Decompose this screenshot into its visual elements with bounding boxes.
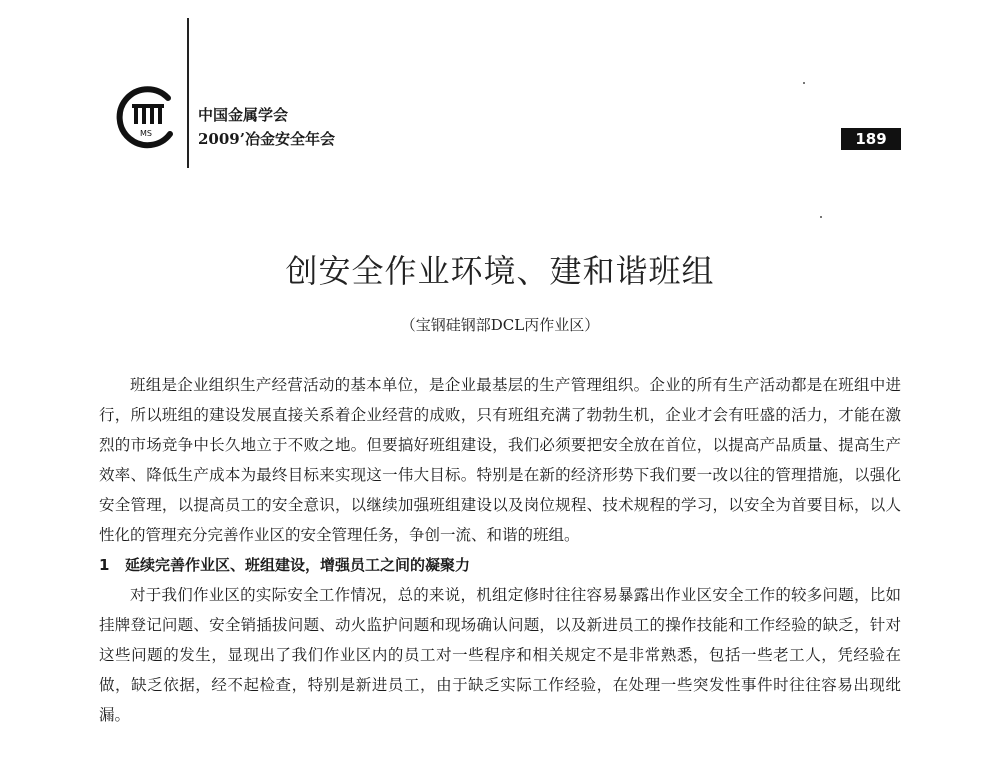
scan-speck	[820, 216, 822, 218]
section-title: 延续完善作业区、班组建设，增强员工之间的凝聚力	[125, 556, 471, 574]
article-affiliation: （宝钢硅钢部DCL丙作业区）	[400, 316, 600, 334]
intro-paragraph: 班组是企业组织生产经营活动的基本单位，是企业最基层的生产管理组织。企业的所有生产活动都是在班组中进行，所以班组的建设发展直接关系着企业经营的成败，只有班组充满了勃勃生机，企业才会有旺盛的活力，才能在激烈的市场竞争中长久地立于不败之地。但要搞好班组建设，我们必须要把安全放在首位，以提高产品质量、提高生产效率、降低生产成本为最终目标来实现这一伟大目标。特别是在新的经济形势下我们要一改以往的管理措施，以强化安全管理，以提高员工的安全意识，以继续加强班组建设以及岗位规程、技术规程的学习，以安全为首要目标，以人性化的管理充分完善作业区的安全管理任务，争创一流、和谐的班组。	[99, 376, 901, 544]
conference-name: 2009’冶金安全年会	[198, 130, 335, 148]
society-logo	[112, 84, 180, 152]
scan-speck	[803, 82, 805, 84]
org-name: 中国金属学会	[198, 106, 289, 124]
section-paragraph: 对于我们作业区的实际安全工作情况，总的来说，机组定修时往往容易暴露出作业区安全工作的较多问题，比如挂牌登记问题、安全销插拔问题、动火监护问题和现场确认问题，以及新进员工的操作技能和工作经验的缺乏，针对这些问题的发生，显现出了我们作业区内的员工对一些程序和相关规定不是非常熟悉，包括一些老工人，凭经验在做，缺乏依据，经不起检查，特别是新进员工，由于缺乏实际工作经验，在处理一些突发性事件时往往容易出现纰漏。	[99, 586, 901, 724]
article-body	[99, 370, 901, 730]
section-heading	[99, 550, 901, 580]
page-number: 189	[841, 128, 901, 150]
article-title: 创安全作业环境、建和谐班组	[285, 252, 715, 290]
header-divider	[187, 18, 189, 168]
logo-lettering: MS	[140, 129, 152, 138]
section-number: 1	[99, 556, 110, 574]
conference-header	[198, 103, 335, 151]
